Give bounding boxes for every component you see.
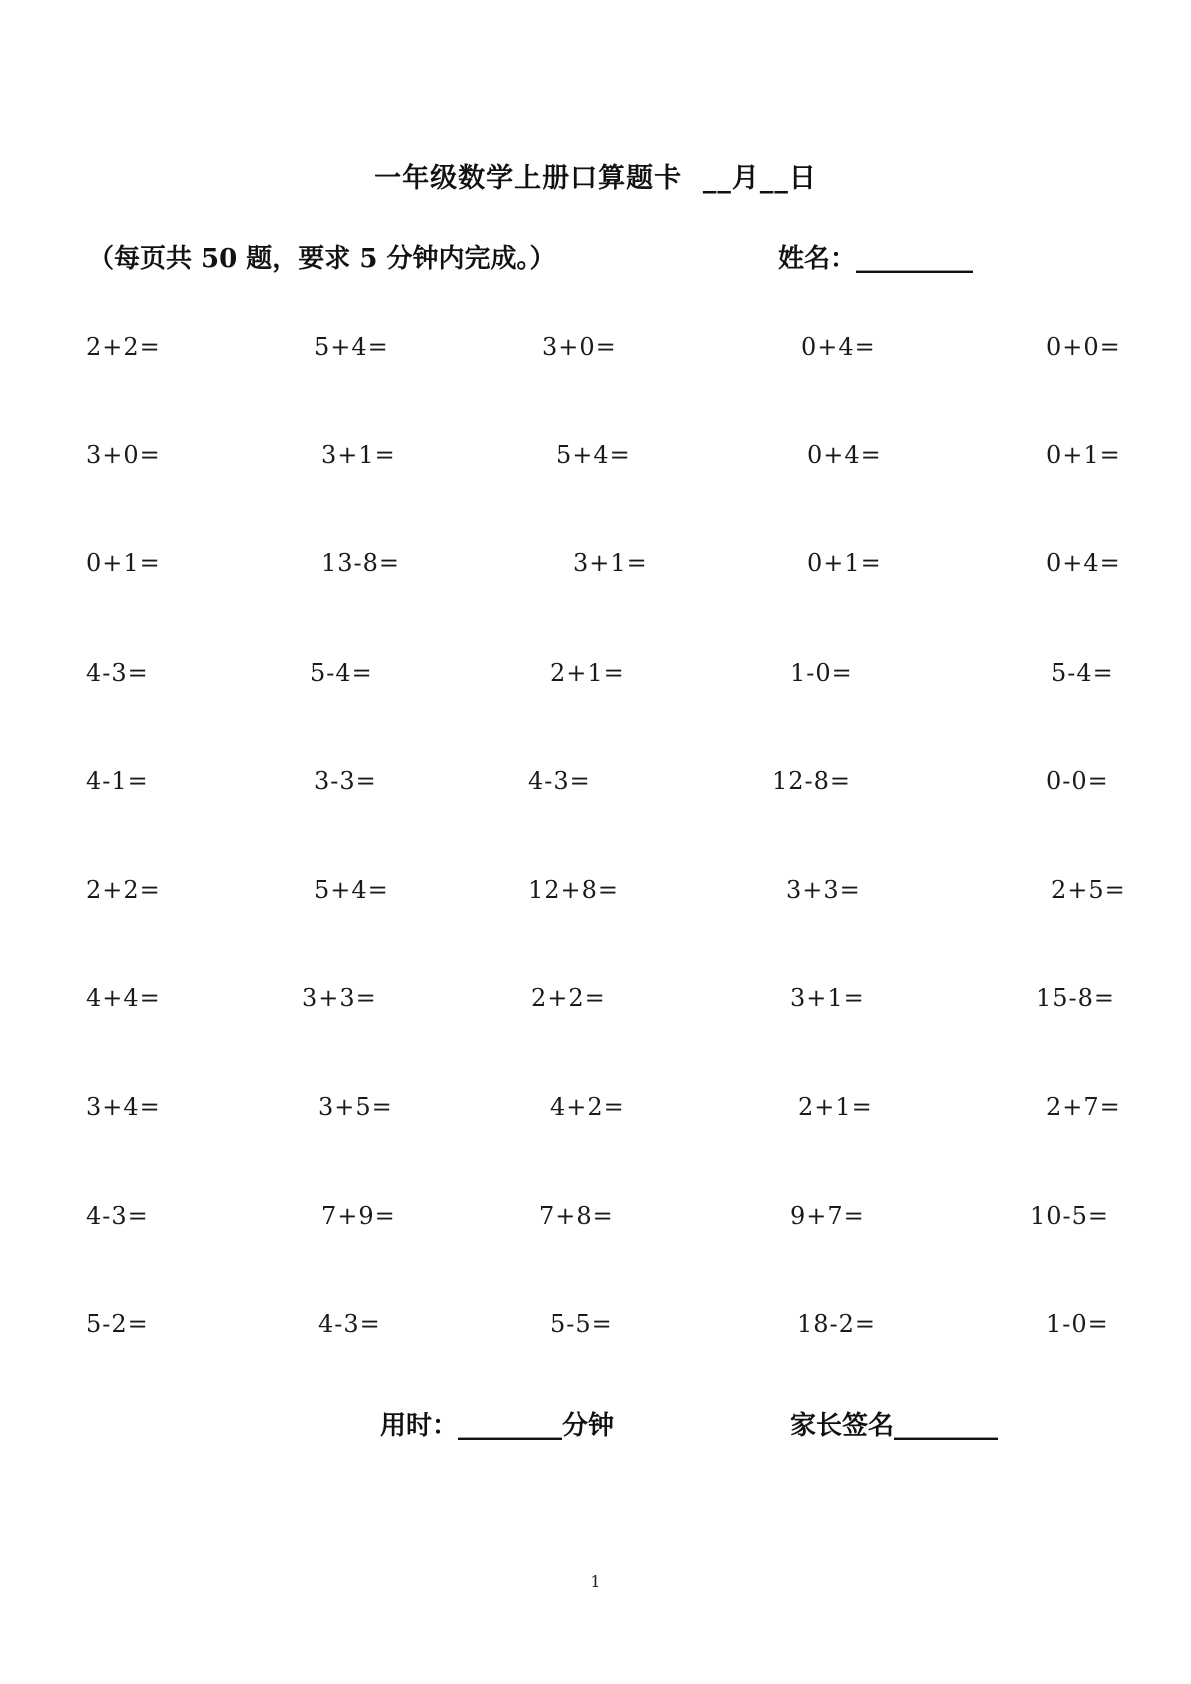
math-problem: 0+0= xyxy=(1046,333,1121,361)
problem-row xyxy=(0,441,1191,481)
math-problem: 4+2= xyxy=(550,1093,625,1121)
problem-row xyxy=(0,767,1191,807)
math-problem: 5+4= xyxy=(314,876,389,904)
time-used-label: 用时：________分钟 xyxy=(380,1411,615,1441)
math-problem: 0+4= xyxy=(807,441,882,469)
math-problem: 4-3= xyxy=(318,1310,381,1338)
math-problem: 3+4= xyxy=(86,1093,161,1121)
math-problem: 5-4= xyxy=(1051,659,1114,687)
math-problem: 2+1= xyxy=(798,1093,873,1121)
math-problem: 3+1= xyxy=(321,441,396,469)
math-problem: 12+8= xyxy=(528,876,620,904)
math-problem: 0+4= xyxy=(1046,549,1121,577)
math-problem: 3+0= xyxy=(542,333,617,361)
math-problem: 3+1= xyxy=(790,984,865,1012)
math-problem: 2+5= xyxy=(1051,876,1126,904)
math-problem: 4-3= xyxy=(86,1202,149,1230)
math-problem: 2+1= xyxy=(550,659,625,687)
problem-row xyxy=(0,876,1191,916)
math-problem: 3+3= xyxy=(786,876,861,904)
math-problem: 4-1= xyxy=(86,767,149,795)
math-problem: 0+4= xyxy=(801,333,876,361)
problem-row xyxy=(0,1310,1191,1350)
math-problem: 18-2= xyxy=(797,1310,877,1338)
math-problem: 4-3= xyxy=(86,659,149,687)
math-problem: 12-8= xyxy=(772,767,852,795)
math-problem: 5+4= xyxy=(314,333,389,361)
problem-row xyxy=(0,549,1191,589)
math-problem: 0+1= xyxy=(807,549,882,577)
math-problem: 3-3= xyxy=(314,767,377,795)
problem-row xyxy=(0,984,1191,1024)
math-problem: 5-4= xyxy=(310,659,373,687)
math-problem: 7+9= xyxy=(321,1202,396,1230)
math-problem: 2+2= xyxy=(86,876,161,904)
math-problem: 2+2= xyxy=(531,984,606,1012)
name-field-label: 姓名：_________ xyxy=(778,244,974,274)
math-problem: 0+1= xyxy=(86,549,161,577)
math-problem: 4+4= xyxy=(86,984,161,1012)
math-problem: 3+5= xyxy=(318,1093,393,1121)
math-problem: 7+8= xyxy=(539,1202,614,1230)
math-problem: 2+7= xyxy=(1046,1093,1121,1121)
math-problem: 2+2= xyxy=(86,333,161,361)
math-problem: 3+0= xyxy=(86,441,161,469)
instructions-text: （每页共 50 题，要求 5 分钟内完成。） xyxy=(88,244,556,274)
math-problem: 5-2= xyxy=(86,1310,149,1338)
math-problem: 0+1= xyxy=(1046,441,1121,469)
parent-signature-label: 家长签名________ xyxy=(790,1411,999,1441)
math-problem: 4-3= xyxy=(528,767,591,795)
page-title: 一年级数学上册口算题卡 __月__日 xyxy=(374,163,817,194)
problem-row xyxy=(0,659,1191,699)
math-problem: 9+7= xyxy=(790,1202,865,1230)
math-problem: 1-0= xyxy=(1046,1310,1109,1338)
math-problem: 3+3= xyxy=(302,984,377,1012)
problem-row xyxy=(0,1202,1191,1242)
math-problem: 13-8= xyxy=(321,549,401,577)
math-problem: 15-8= xyxy=(1036,984,1116,1012)
math-problem: 1-0= xyxy=(790,659,853,687)
page-number: 1 xyxy=(590,1572,601,1591)
problem-row xyxy=(0,1093,1191,1133)
math-problem: 5+4= xyxy=(556,441,631,469)
math-problem: 0-0= xyxy=(1046,767,1109,795)
problem-row xyxy=(0,333,1191,373)
math-problem: 3+1= xyxy=(573,549,648,577)
math-problem: 5-5= xyxy=(550,1310,613,1338)
math-problem: 10-5= xyxy=(1030,1202,1110,1230)
